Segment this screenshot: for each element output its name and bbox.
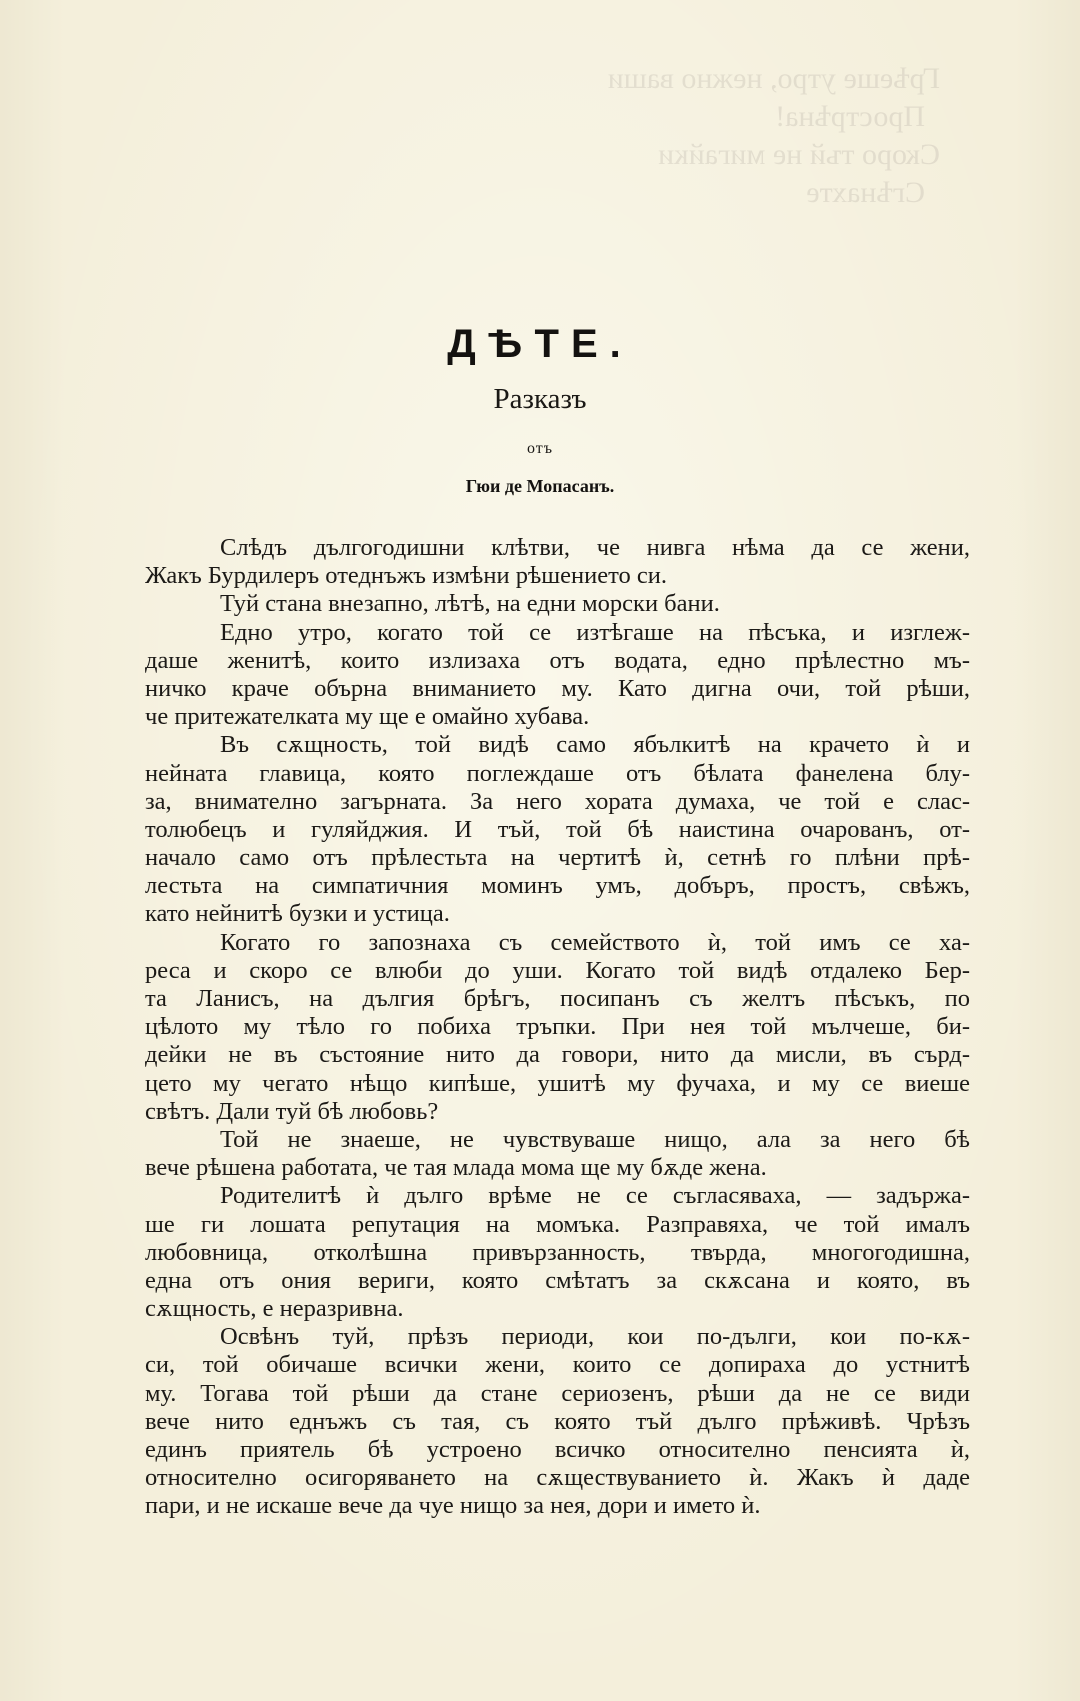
text-line: толюбецъ и гуляйджия. И тъй, той бѣ наистина очарованъ, от-: [145, 815, 970, 843]
text-line: Родителитѣ ѝ дълго врѣме не се съгласяваха, — задържа-: [220, 1182, 970, 1210]
text-line: за, внимателно загърната. За него хората думаха, че той е слас-: [145, 787, 970, 815]
text-line: една отъ ония вериги, която смѣтатъ за скѫсана и която, въ: [145, 1266, 970, 1294]
story-title: ДѢТЕ.: [447, 322, 633, 366]
text-line: като нейнитѣ бузки и устица.: [145, 900, 450, 928]
text-line: дейки не въ състояние нито да говори, нито да мисли, въ сърд-: [145, 1041, 970, 1069]
by-label: отъ: [526, 440, 554, 457]
text-line: Жакъ Бурдилеръ отеднъжъ измѣни рѣшението си.: [145, 562, 667, 590]
text-line: сѫщность, е неразривна.: [145, 1295, 404, 1323]
text-line: начало само отъ прѣлестьта на чертитѣ ѝ, сетнѣ го плѣни прѣ-: [145, 844, 970, 872]
text-line: нейната главица, която поглеждаше отъ бѣлата фанелена блу-: [145, 759, 970, 787]
text-line: Освѣнъ туй, прѣзъ периоди, кои по-дълги, кои по-кѫ-: [220, 1323, 970, 1351]
text-line: лестьта на симпатичния моминъ умъ, добъръ, простъ, свѣжъ,: [145, 872, 970, 900]
text-line: ше ги лошата репутация на момъка. Разправяха, че той ималъ: [145, 1210, 970, 1238]
text-line: Слѣдъ дългогодишни клѣтви, че нивга нѣма да се жени,: [220, 534, 970, 561]
author-name: Гюи де Мопасанъ.: [465, 476, 615, 496]
text-line: пари, и не искаше вече да чуе нищо за нея, дори и името ѝ.: [145, 1492, 761, 1520]
text-line: Той не знаеше, не чувствуваше нищо, ала за него бѣ: [220, 1125, 970, 1153]
show-through-decoration: Грѣеше утро, нежно ваши Прострѣна! Скоро тъй не мигайки Сгѣнахте: [607, 62, 940, 209]
text-line: вече нито еднъжъ съ тая, съ която тъй дълго прѣживѣ. Чрѣзъ: [145, 1407, 970, 1435]
text-line: единъ приятель бѣ устроено всичко относително пенсията ѝ,: [145, 1436, 970, 1463]
text-line: свѣтъ. Дали туй бѣ любовь?: [145, 1097, 439, 1125]
text-line: любовница, отколѣшна привързанность, твърда, многогодишна,: [145, 1238, 970, 1266]
text-line: Едно утро, когато той се изтѣгаше на пѣсъка, и изглеж-: [220, 618, 970, 646]
text-line: Туй стана внезапно, лѣтѣ, на едни морски бани.: [220, 590, 720, 618]
story-subtitle: Разказъ: [493, 383, 587, 415]
text-line: Когато го запознаха съ семейството ѝ, той имъ се ха-: [220, 928, 970, 956]
story-body: [145, 534, 970, 1521]
text-line: си, той обичаше всички жени, които се допираха до устнитѣ: [145, 1351, 970, 1379]
text-line: Въ сѫщность, той видѣ само ябълкитѣ на крачето ѝ и: [220, 731, 970, 759]
text-line: че притежателката му ще е омайно хубава.: [145, 703, 590, 731]
text-line: даше женитѣ, които излизаха отъ водата, едно прѣлестно мъ-: [145, 646, 970, 674]
text-line: относително осигоряването на сѫществуванието ѝ. Жакъ ѝ даде: [145, 1464, 970, 1492]
text-line: реса и скоро се влюби до уши. Когато той видѣ отдалеко Бер-: [145, 956, 970, 984]
text-line: вече рѣшена работата, че тая млада мома ще му бѫде жена.: [145, 1154, 767, 1182]
text-line: цѣлото му тѣло го побиха тръпки. При нея той мълчеше, би-: [145, 1013, 970, 1041]
text-line: цето му чегато нѣщо кипѣше, ушитѣ му фучаха, и му се виеше: [145, 1069, 970, 1097]
text-line: ничко краче обърна вниманието му. Като дигна очи, той рѣши,: [145, 674, 970, 702]
text-line: та Ланисъ, на дългия брѣгъ, посипанъ съ желтъ пѣсъкъ, по: [145, 985, 970, 1012]
text-line: му. Тогава той рѣши да стане сериозенъ, рѣши да не се види: [145, 1379, 970, 1407]
